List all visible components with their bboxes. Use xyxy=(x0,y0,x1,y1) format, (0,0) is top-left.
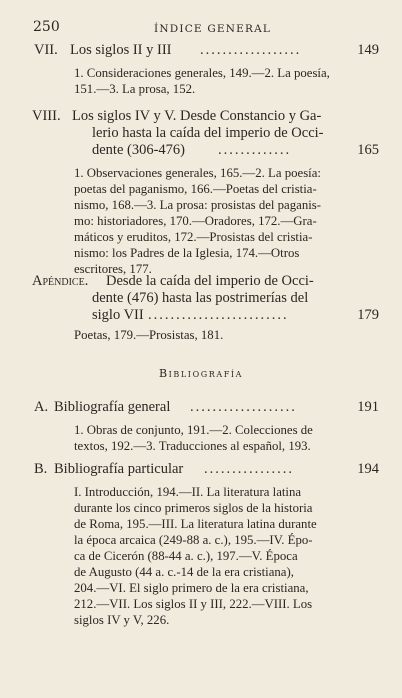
running-title: ÍNDICE GENERAL xyxy=(154,23,272,35)
subentry-line: 1. Observaciones generales, 165.—2. La poesía: xyxy=(74,166,321,180)
section-letter: A. xyxy=(34,399,49,415)
page-number: 250 xyxy=(33,19,60,35)
subentry-line: Poetas, 179.—Prosistas, 181. xyxy=(74,328,224,342)
subentry-line: 212.—VII. Los siglos II y III, 222.—VIII. Los xyxy=(74,597,313,611)
leader-dots: .................. xyxy=(200,42,302,58)
section-letter: B. xyxy=(34,461,48,477)
chapter-title-line: dente (306-476) xyxy=(92,142,186,158)
subentry-line: nismo, 168.—3. La prosa: prosistas del paganis- xyxy=(74,198,322,212)
subentry-line: ca de Cicerón (88-44 a. c.), 197.—V. Época xyxy=(74,549,298,563)
subentry-line: durante los cinco primeros siglos de la historia xyxy=(74,501,313,515)
page-ref: 179 xyxy=(357,307,379,323)
section-title: Bibliografía particular xyxy=(54,461,184,477)
subentry-line: textos, 192.—3. Traducciones al español, 193. xyxy=(74,439,311,453)
page-ref: 194 xyxy=(357,461,379,477)
subentry-line: 1. Consideraciones generales, 149.—2. La poesía, xyxy=(74,66,330,80)
subentry-line: la época arcaica (249-88 a. c.), 195.—IV. Épo- xyxy=(74,533,313,547)
chapter-title-line: Los siglos II y III xyxy=(70,42,172,58)
subentry-line: máticos y eruditos, 172.—Prosistas del cristia- xyxy=(74,230,313,244)
subentry-line: de Roma, 195.—III. La literatura latina durante xyxy=(74,517,317,531)
leader-dots: ............. xyxy=(218,142,292,158)
chapter-title-line: siglo VII xyxy=(92,307,144,323)
subentry-line: 1. Obras de conjunto, 191.—2. Colecciones de xyxy=(74,423,313,437)
chapter-title-line: Desde la caída del imperio de Occi- xyxy=(106,273,314,289)
subentry-line: escritores, 177. xyxy=(74,262,152,276)
leader-dots: ................ xyxy=(204,461,294,477)
page-ref: 149 xyxy=(357,42,379,58)
appendix-label: Apéndice. xyxy=(32,273,89,289)
chapter-number: VII. xyxy=(34,42,58,58)
chapter-title-line: dente (476) hasta las postrimerías del xyxy=(92,290,309,306)
subentry-line: siglos IV y V, 226. xyxy=(74,613,170,627)
subentry-line: 204.—VI. El siglo primero de la era cristiana, xyxy=(74,581,309,595)
subentry-line: nismo: los Padres de la Iglesia, 174.—Otros xyxy=(74,246,300,260)
section-title: Bibliografía general xyxy=(54,399,171,415)
chapter-title-line: Los siglos IV y V. Desde Constancio y Ga- xyxy=(72,108,322,124)
leader-dots: ................... xyxy=(190,399,297,415)
subentry-line: de Augusto (44 a. c.-14 de la era cristiana), xyxy=(74,565,294,579)
chapter-number: VIII. xyxy=(32,108,61,124)
page-ref: 165 xyxy=(357,142,379,158)
leader-dots: ......................... xyxy=(148,307,289,323)
subentry-line: mo: historiadores, 170.—Oradores, 172.—Gra- xyxy=(74,214,317,228)
subentry-line: I. Introducción, 194.—II. La literatura latina xyxy=(74,485,302,499)
bibliography-heading: Bibliografía xyxy=(158,367,244,380)
subentry-line: poetas del paganismo, 166.—Poetas del cristia- xyxy=(74,182,317,196)
page-ref: 191 xyxy=(357,399,379,415)
chapter-title-line: lerio hasta la caída del imperio de Occi- xyxy=(92,125,324,141)
subentry-line: 151.—3. La prosa, 152. xyxy=(74,82,196,96)
